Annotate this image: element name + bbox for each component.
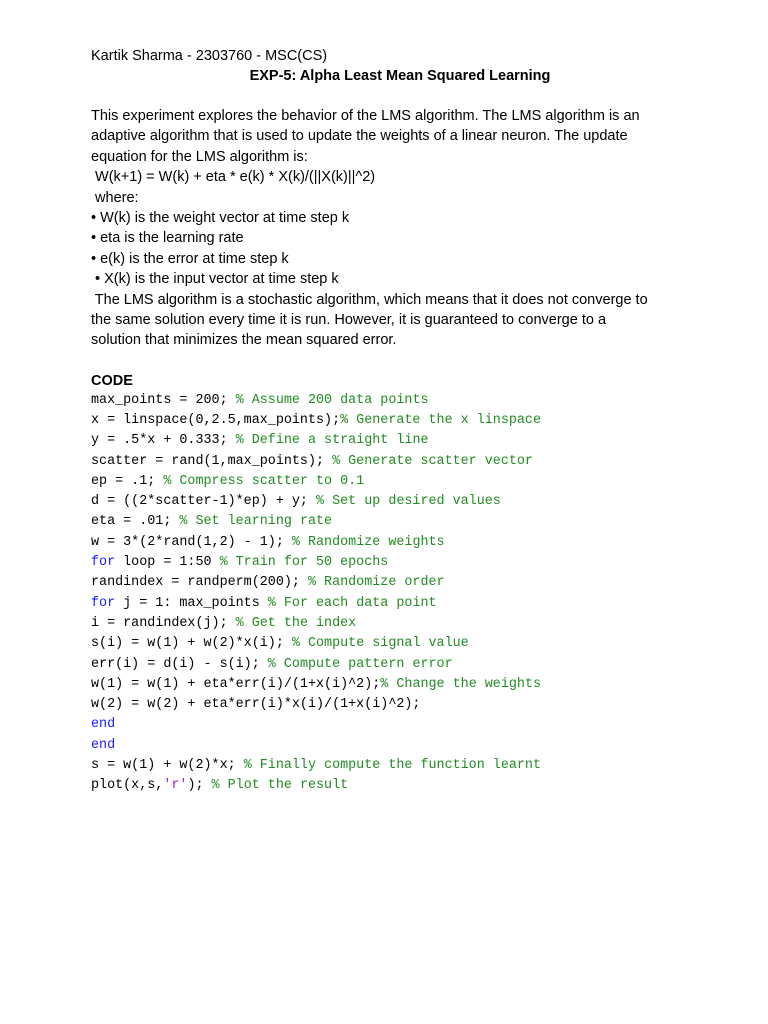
intro-line: solution that minimizes the mean squared error.: [91, 332, 397, 349]
bullet-item: • eta is the learning rate: [91, 230, 244, 247]
code-comment: % Change the weights: [380, 676, 542, 692]
document-page: [91, 46, 691, 797]
code-comment: % Assume 200 data points: [235, 392, 429, 408]
code-keyword: end: [91, 717, 116, 733]
code-line: [91, 411, 691, 431]
code-comment: % For each data point: [267, 595, 437, 611]
code-string: 'r': [163, 778, 188, 794]
code-text: );: [187, 778, 212, 794]
intro-line: adaptive algorithm that is used to update the weights of a linear neuron. The update: [91, 128, 628, 145]
code-text: i = randindex(j);: [91, 615, 236, 631]
code-line: [91, 634, 691, 654]
code-text: ep = .1;: [91, 473, 164, 489]
code-text: j = 1: max_points: [115, 595, 268, 611]
code-line: [91, 756, 691, 776]
code-keyword: for: [91, 555, 116, 571]
author-line: Kartik Sharma - 2303760 - MSC(CS): [91, 48, 328, 64]
code-line: [91, 715, 691, 735]
code-keyword: for: [91, 595, 116, 611]
code-line: [91, 614, 691, 634]
intro-line: This experiment explores the behavior of the LMS algorithm. The LMS algorithm is an: [91, 108, 640, 124]
code-comment: % Generate scatter vector: [332, 453, 533, 469]
code-comment: % Randomize order: [307, 575, 445, 591]
code-text: w(1) = w(1) + eta*err(i)/(1+x(i)^2);: [91, 676, 381, 692]
code-line: [91, 553, 691, 573]
code-line: [91, 594, 691, 614]
code-text: scatter = rand(1,max_points);: [91, 453, 333, 469]
code-comment: % Define a straight line: [235, 433, 429, 449]
code-text: y = .5*x + 0.333;: [91, 433, 236, 449]
code-text: s = w(1) + w(2)*x;: [91, 758, 244, 774]
code-comment: % Compute signal value: [291, 636, 469, 652]
code-comment: % Train for 50 epochs: [219, 555, 389, 571]
intro-paragraph: [91, 106, 691, 351]
intro-line: equation for the LMS algorithm is:: [91, 148, 308, 165]
code-comment: % Compute pattern error: [267, 656, 453, 672]
code-text: w = 3*(2*rand(1,2) - 1);: [91, 534, 292, 550]
code-comment: % Get the index: [235, 615, 357, 631]
code-line: [91, 695, 691, 715]
code-comment: % Compress scatter to 0.1: [163, 473, 365, 489]
bullet-item: • W(k) is the weight vector at time step k: [91, 209, 350, 226]
code-text: s(i) = w(1) + w(2)*x(i);: [91, 636, 292, 652]
code-line: [91, 655, 691, 675]
code-comment: % Randomize weights: [291, 534, 445, 550]
code-line: [91, 573, 691, 593]
bullet-item: • e(k) is the error at time step k: [91, 250, 289, 267]
code-block: [91, 391, 691, 797]
code-line: [91, 675, 691, 695]
code-comment: % Finally compute the function learnt: [243, 758, 542, 774]
equation-line: W(k+1) = W(k) + eta * e(k) * X(k)/(||X(k)||^2): [91, 169, 376, 186]
code-text: d = ((2*scatter-1)*ep) + y;: [91, 494, 316, 510]
code-line: [91, 431, 691, 451]
code-comment: % Set up desired values: [316, 494, 501, 510]
spacer: [91, 351, 691, 371]
code-line: [91, 492, 691, 512]
code-text: err(i) = d(i) - s(i);: [91, 656, 268, 672]
code-comment: % Plot the result: [211, 778, 349, 794]
code-comment: % Set learning rate: [179, 514, 333, 530]
code-line: [91, 391, 691, 411]
code-text: max_points = 200;: [91, 392, 236, 408]
code-line: [91, 736, 691, 756]
spacer: [91, 86, 691, 106]
code-text: plot(x,s,: [91, 778, 164, 794]
document-title: EXP-5: Alpha Least Mean Squared Learning: [249, 68, 551, 84]
code-text: w(2) = w(2) + eta*err(i)*x(i)/(1+x(i)^2);: [91, 697, 421, 713]
intro-line: where:: [91, 189, 139, 206]
code-line: [91, 512, 691, 532]
code-text: loop = 1:50: [115, 555, 220, 571]
code-text: eta = .01;: [91, 514, 180, 530]
bullet-item: • X(k) is the input vector at time step k: [91, 271, 339, 288]
code-heading: CODE: [91, 372, 133, 389]
intro-line: The LMS algorithm is a stochastic algorithm, which means that it does not converge to: [91, 291, 648, 308]
code-line: [91, 472, 691, 492]
intro-line: the same solution every time it is run. However, it is guaranteed to converge to a: [91, 311, 607, 328]
code-text: randindex = randperm(200);: [91, 575, 308, 591]
code-comment: % Generate the x linspace: [340, 412, 542, 428]
code-line: [91, 776, 691, 796]
code-text: x = linspace(0,2.5,max_points);: [91, 412, 341, 428]
code-line: [91, 533, 691, 553]
code-keyword: end: [91, 737, 116, 753]
code-line: [91, 452, 691, 472]
